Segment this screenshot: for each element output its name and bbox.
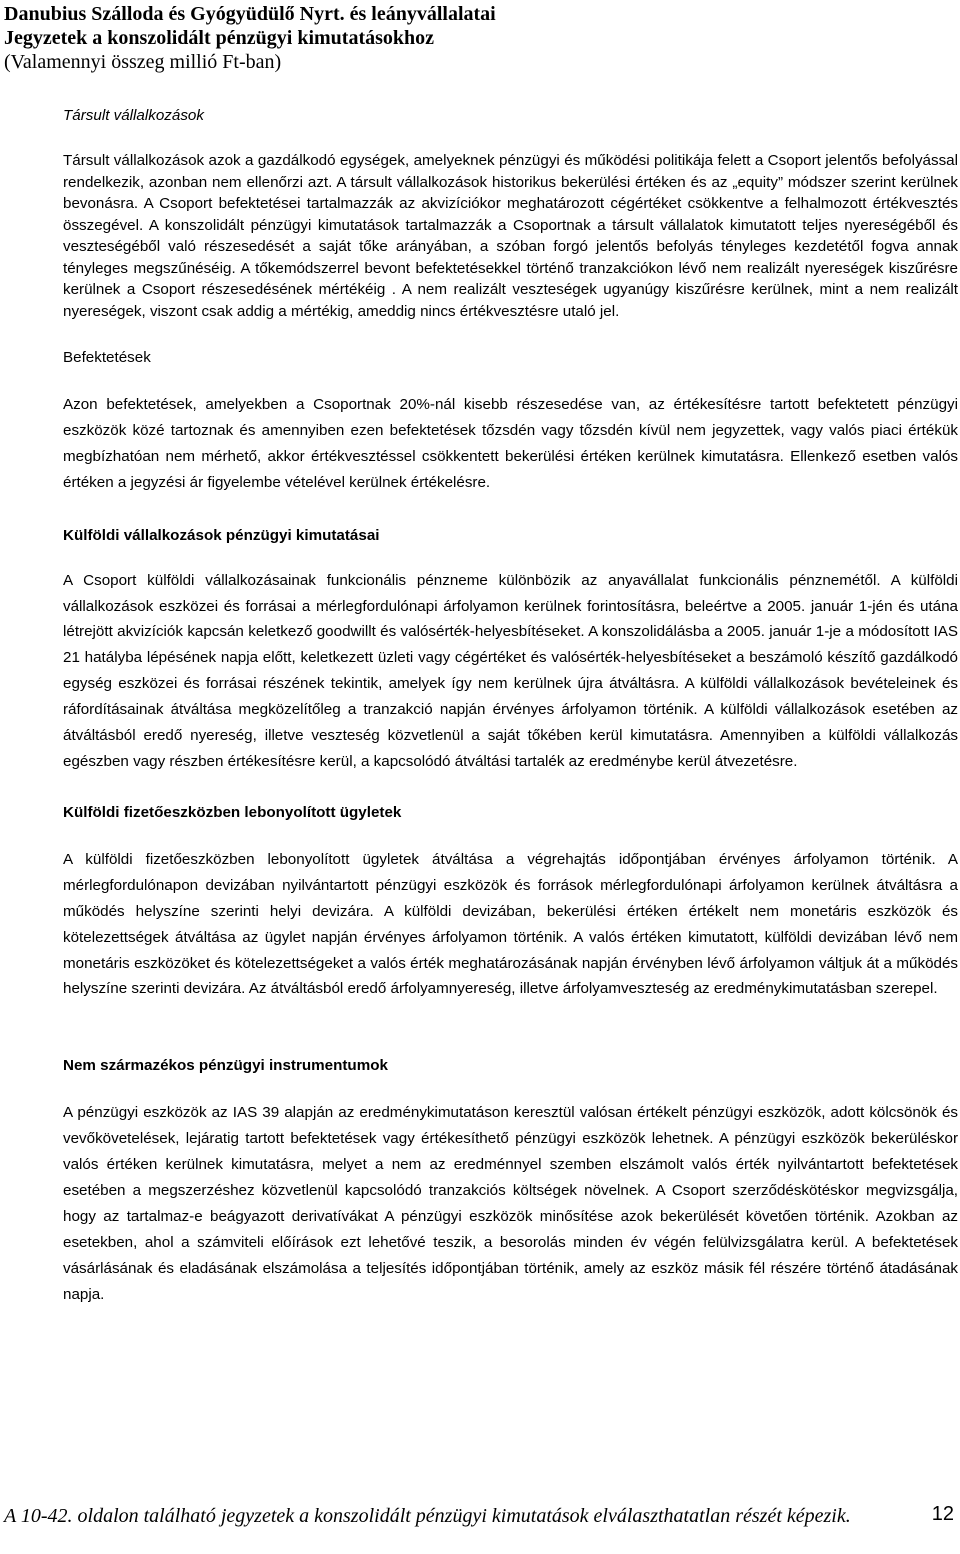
- section-text-nem-szarmazekos: A pénzügyi eszközök az IAS 39 alapján az eredménykimutatáson keresztül valósan értékelt pénzügyi eszközök, adott kölcsönök és vevőkövetelések, lejáratig tartott befektetések vagy értékesíthető pénzügyi eszközök lehetnek. A pénzügyi eszközök bekerüléskor valós értéken kerülnek kimutatásra, melyet a nem az eredménnyel szemben elszámolt valós érték nyilvántartott befektetések esetében a megszerzéshez közvetlenül kapcsolódó tranzakciós költségek növelnek. A Csoport szerződéskötéskor megvizsgálja, hogy az tartalmaz-e beágyazott derivatívákat A pénzügyi eszközök minősítése azok bekerülését követően történik. Azokban az esetekben, ahol a számviteli előírások ezt lehetővé teszik, a besorolás minden év végén felülvizsgálatra kerül. A befektetések vásárlásának és eladásának elszámolása a teljesítés időpontjában történik, amely az eszköz másik fél részére történő átadásának napja.: [63, 1104, 958, 1303]
- footer-note: A 10-42. oldalon található jegyzetek a konszolidált pénzügyi kimutatások elválaszthatatlan részét képezik.: [4, 1505, 851, 1527]
- section-text-kulfoldi-vallalkozasok: A Csoport külföldi vállalkozásainak funkcionális pénzneme különbözik az anyavállalat funkcionális pénznemétől. A külföldi vállalkozások eszközei és forrásai a mérlegfordulónapi árfolyamon kerülnek forintosításra, beleértve a 2005. január 1-jén és utána létrejött akvizíciók kapcsán keletkező goodwillt és valósérték-helyesbítéseket. A konszolidálásba a 2005. január 1-je a módosított IAS 21 hatályba lépésének napja előtt, keletkezett üzleti vagy cégértéket és valósérték-helyesbítéseket a beszámoló készítő gazdálkodó egység eszközei és forrásai részének tekintik, amelyek így nem kerülnek újra átváltásra. A külföldi vállalkozások bevételeinek és ráfordításainak átváltása megközelítőleg a tranzakció napján érvényes árfolyamon történik. A külföldi vállalkozások esetében az átváltásból eredő nyereség, illetve veszteség közvetlenül a saját tőkében kerül kimutatásra. Amennyiben a külföldi vállalkozás egészben vagy részben értékesítésre kerül, a kapcsolódó átváltási tartalék az eredménybe kerül átvezetésre.: [63, 571, 958, 770]
- section-heading-kulfoldi-vallalkozasok: Külföldi vállalkozások pénzügyi kimutatásai: [63, 526, 380, 544]
- section-heading-kulfoldi-fizetoeszkoz: Külföldi fizetőeszközben lebonyolított ügyletek: [63, 803, 402, 821]
- section-heading-tarsult-vallalkozasok: Társult vállalkozások: [63, 107, 204, 124]
- company-name: Danubius Szálloda és Gyógyüdülő Nyrt. és leányvállalatai: [4, 3, 496, 25]
- section-heading-nem-szarmazekos: Nem származékos pénzügyi instrumentumok: [63, 1057, 388, 1075]
- section-heading-befektetesek: Befektetések: [63, 349, 151, 366]
- document-header: [4, 2, 944, 74]
- document-title: Jegyzetek a konszolidált pénzügyi kimutatásokhoz: [4, 27, 435, 49]
- section-text-befektetesek: Azon befektetések, amelyekben a Csoportnak 20%-nál kisebb részesedése van, az értékesítésre tartott befektetett pénzügyi eszközök közé tartoznak és amennyiben ezen befektetések tőzsdén vagy tőzsdén kívül nem jegyzettek, vagy valós piaci értékük megbízhatóan nem mérhető, akkor értékvesztéssel csökkentett bekerülési értéken kerülnek kimutatásra. Ellenkező esetben valós értéken a jegyzési ár figyelembe vételével kerülnek értékelésre.: [63, 396, 958, 491]
- section-text-kulfoldi-fizetoeszkoz: A külföldi fizetőeszközben lebonyolított ügyletek átváltása a végrehajtás időpontjában érvényes árfolyamon történik. A mérlegfordulónapon devizában nyilvántartott pénzügyi eszközök és források mérlegfordulónapi árfolyamon kerülnek átváltásra a működés helyszíne szerinti helyi devizára. A külföldi devizában, bekerülési értéken értékelt nem monetáris eszközök és kötelezettségek átváltása az ügylet napján érvényes árfolyamon történik. A valós értéken kimutatott, külföldi devizában lévő nem monetáris eszközöket és kötelezettségeket a valós érték meghatározásának napján érvényben lévő árfolyamon váltjuk át a működés helyszíne szerinti devizára. Az átváltásból eredő árfolyamnyereség, illetve árfolyamveszteség az eredménykimutatásban szerepel.: [63, 850, 958, 998]
- section-text-tarsult-vallalkozasok: Társult vállalkozások azok a gazdálkodó egységek, amelyeknek pénzügyi és működési politikája felett a Csoport jelentős befolyással rendelkezik, azonban nem ellenőrzi azt. A társult vállalkozások historikus bekerülési értéken és az „equity” módszer szerint kerülnek bevonásra. A Csoport befektetései tartalmazzák az akvizíciókor meghatározott cégértéket csökkentve a felhalmozott értékvesztés összegével. A konszolidált pénzügyi kimutatások tartalmazzák a Csoportnak a társult vállalatok kimutatott teljes nyereségéből és veszteségéből való részesedését a saját tőke arányában, a szóban forgó jelentős befolyás tényleges kezdetétől fogva annak tényleges megszűnéséig. A tőkemódszerrel bevont befektetésekkel történő tranzakciókon lévő nem realizált nyereségek kiszűrésre kerülnek a Csoport részesedésének mértékéig . A nem realizált veszteségek ugyanúgy kiszűrésre kerülnek, mint a nem realizált nyereségek, viszont csak addig a mértékig, ameddig nincs értékvesztésre utaló jel.: [63, 152, 958, 320]
- page-number: 12: [931, 1503, 954, 1525]
- units-note: (Valamennyi összeg millió Ft-ban): [4, 51, 282, 73]
- document-body: [63, 104, 958, 1308]
